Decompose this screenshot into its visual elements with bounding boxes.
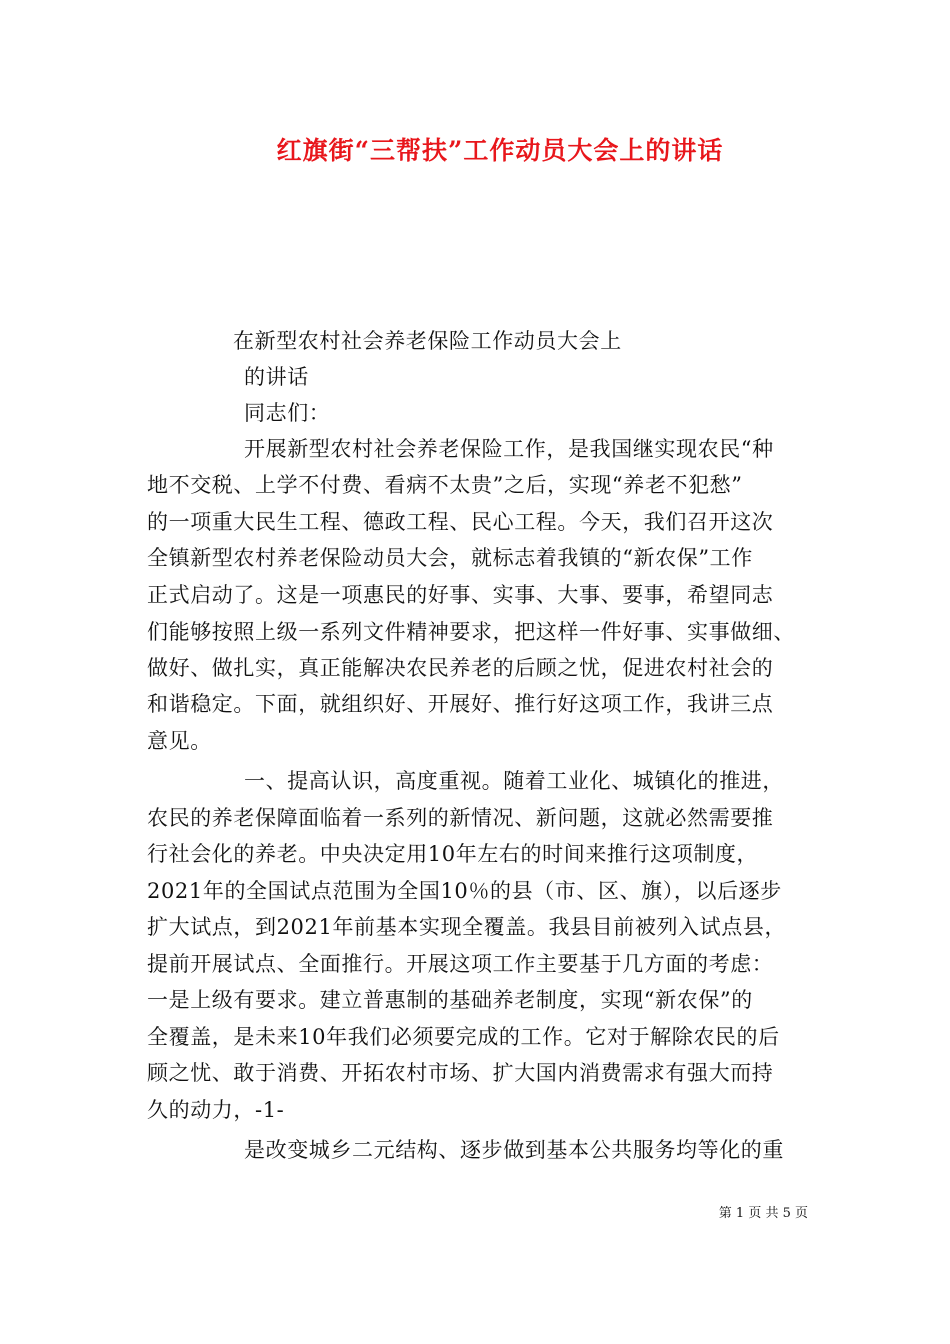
body-line: 行社会化的养老。中央决定用10年左右的时间来推行这项制度， [147, 842, 759, 866]
body-line: 们能够按照上级一系列文件精神要求，把这样一件好事、实事做细、 [147, 620, 795, 644]
body-line: 正式启动了。这是一项惠民的好事、实事、大事、要事，希望同志 [147, 583, 774, 607]
body-line: 提前开展试点、全面推行。开展这项工作主要基于几方面的考虑： [147, 952, 774, 976]
subtitle-line-2: 的讲话 [244, 365, 309, 389]
body-line: 意见。 [147, 729, 212, 753]
body-line: 是改变城乡二元结构、逐步做到基本公共服务均等化的重 [244, 1138, 784, 1162]
body-line: 一、提高认识，高度重视。随着工业化、城镇化的推进， [244, 769, 784, 793]
body-line: 扩大试点，到2021年前基本实现全覆盖。我县目前被列入试点县， [147, 915, 787, 939]
body-line: 地不交税、上学不付费、看病不太贵”之后，实现“养老不犯愁” [147, 473, 743, 497]
body-line: 农民的养老保障面临着一系列的新情况、新问题，这就必然需要推 [147, 806, 774, 830]
body-line: 和谐稳定。下面，就组织好、开展好、推行好这项工作，我讲三点 [147, 692, 774, 716]
body-line: 顾之忧、敢于消费、开拓农村市场、扩大国内消费需求有强大而持 [147, 1061, 774, 1085]
body-line: 全覆盖，是未来10年我们必须要完成的工作。它对于解除农民的后 [147, 1025, 780, 1049]
body-line: 2021年的全国试点范围为全国10％的县（市、区、旗），以后逐步 [147, 879, 782, 903]
document-title: 红旗街“三帮扶”工作动员大会上的讲话 [276, 136, 724, 165]
body-line: 久的动力，-1- [147, 1098, 285, 1122]
page-number-footer: 第 1 页 共 5 页 [718, 1206, 808, 1221]
body-line: 全镇新型农村养老保险动员大会，就标志着我镇的“新农保”工作 [147, 546, 753, 570]
salutation: 同志们： [244, 401, 331, 425]
body-line: 开展新型农村社会养老保险工作，是我国继实现农民“种 [244, 437, 774, 461]
body-line: 的一项重大民生工程、德政工程、民心工程。今天，我们召开这次 [147, 510, 774, 534]
subtitle-line-1: 在新型农村社会养老保险工作动员大会上 [233, 329, 622, 353]
body-line: 做好、做扎实，真正能解决农民养老的后顾之忧，促进农村社会的 [147, 656, 774, 680]
body-line: 一是上级有要求。建立普惠制的基础养老制度，实现“新农保”的 [147, 988, 753, 1012]
